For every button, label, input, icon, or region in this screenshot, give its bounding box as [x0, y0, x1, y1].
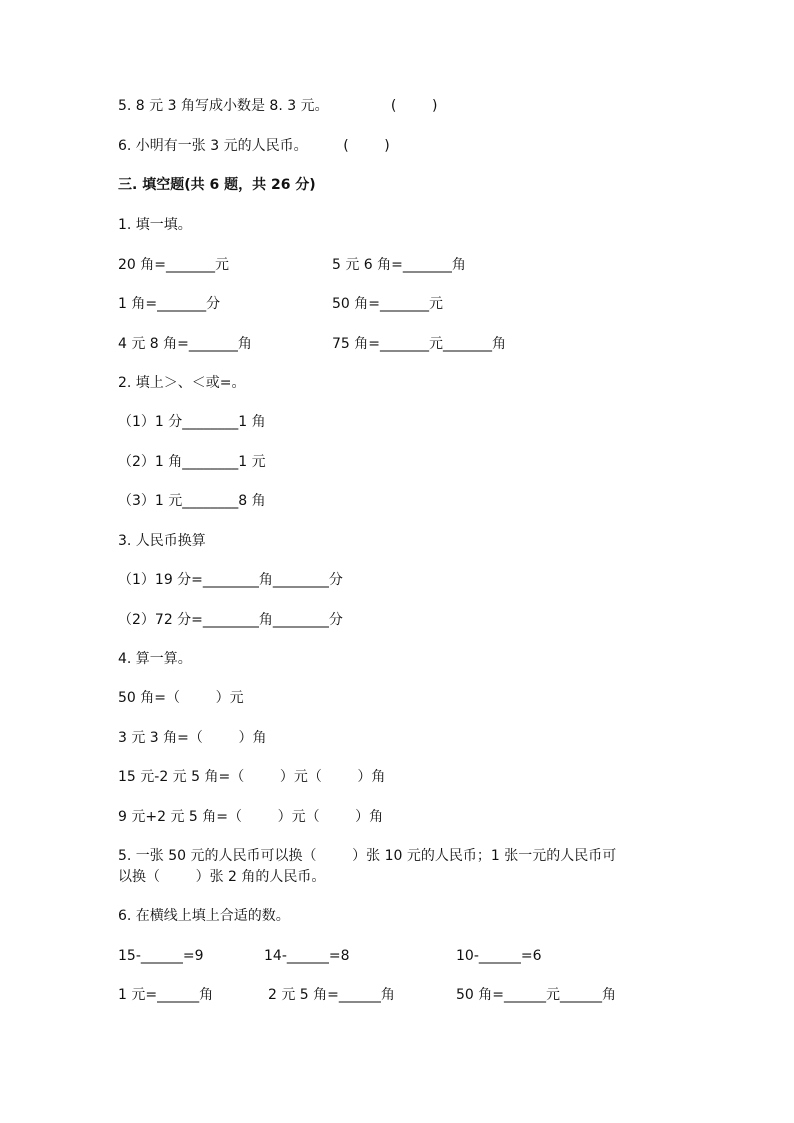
q3-title: 3. 人民币换算	[118, 533, 206, 549]
q6-item: 14-______=8	[264, 948, 350, 964]
q6-item: 50 角=______元______角	[456, 987, 616, 1003]
q2-item: （1）1 分________1 角	[118, 414, 266, 430]
q1-item: 50 角=_______元	[332, 296, 443, 312]
q4-item: 9 元+2 元 5 角=（ ）元（ ）角	[118, 809, 384, 825]
q1-title: 1. 填一填。	[118, 217, 192, 233]
q4-item: 15 元-2 元 5 角=（ ）元（ ）角	[118, 769, 386, 785]
q5-line-1: 5. 一张 50 元的人民币可以换（ ）张 10 元的人民币；1 张一元的人民币可	[118, 848, 617, 864]
q5-line-2: 以换（ ）张 2 角的人民币。	[118, 869, 326, 885]
judge-question-5: 5. 8 元 3 角写成小数是 8. 3 元。 ( )	[118, 98, 438, 114]
q1-item: 1 角=_______分	[118, 296, 221, 312]
q1-item: 4 元 8 角=_______角	[118, 336, 252, 352]
q6-item: 10-______=6	[456, 948, 542, 964]
q4-item: 50 角=（ ）元	[118, 690, 244, 706]
q2-title: 2. 填上＞、＜或=。	[118, 375, 246, 391]
judge-question-6: 6. 小明有一张 3 元的人民币。 ( )	[118, 138, 390, 154]
q1-item: 20 角=_______元	[118, 257, 229, 273]
q6-item: 15-______=9	[118, 948, 204, 964]
q6-title: 6. 在横线上填上合适的数。	[118, 908, 290, 924]
q6-item: 2 元 5 角=______角	[268, 987, 395, 1003]
q1-item: 75 角=_______元_______角	[332, 336, 506, 352]
q1-item: 5 元 6 角=_______角	[332, 257, 466, 273]
q3-item: （1）19 分=________角________分	[118, 572, 343, 588]
q3-item: （2）72 分=________角________分	[118, 612, 343, 628]
q6-item: 1 元=______角	[118, 987, 214, 1003]
q4-item: 3 元 3 角=（ ）角	[118, 730, 267, 746]
section-heading: 三. 填空题(共 6 题，共 26 分)	[118, 177, 316, 193]
q4-title: 4. 算一算。	[118, 651, 192, 667]
q2-item: （3）1 元________8 角	[118, 493, 266, 509]
q2-item: （2）1 角________1 元	[118, 454, 266, 470]
